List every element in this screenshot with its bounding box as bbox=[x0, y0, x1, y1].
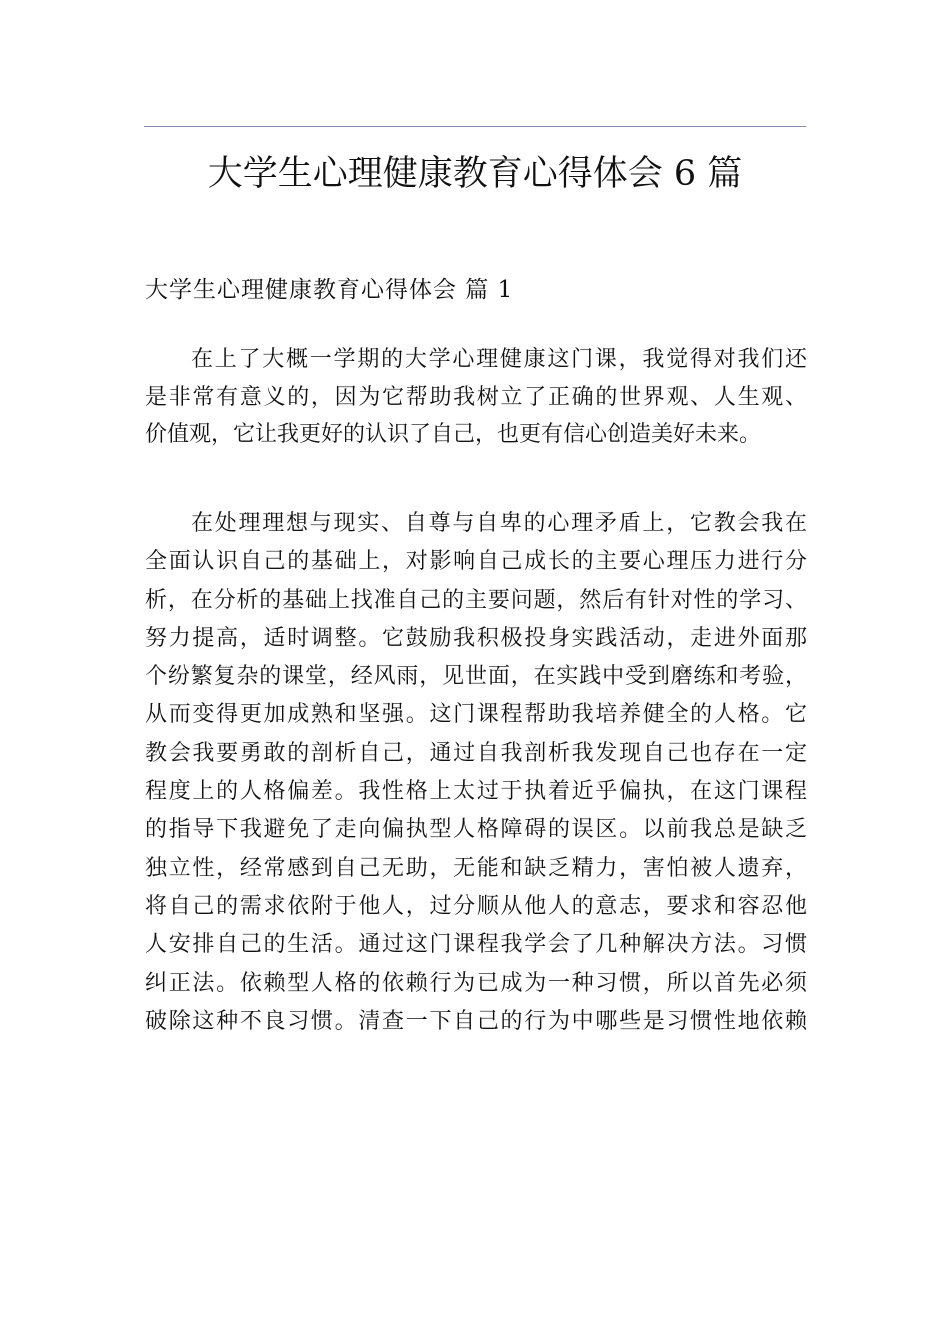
paragraph-line: 在处理理想与现实、自尊与自卑的心理矛盾上，它教会我在 bbox=[191, 511, 807, 536]
section-heading: 大学生心理健康教育心得体会 篇 1 bbox=[145, 277, 514, 303]
paragraph-line: 独立性，经常感到自己无助，无能和缺乏精力，害怕被人遗弃， bbox=[145, 855, 807, 881]
paragraph-line: 将自己的需求依附于他人，过分顺从他人的意志，要求和容忍他 bbox=[145, 893, 807, 919]
paragraph-line: 纠正法。依赖型人格的依赖行为已成为一种习惯，所以首先必须 bbox=[145, 970, 807, 996]
paragraph-line: 人安排自己的生活。通过这门课程我学会了几种解决方法。习惯 bbox=[145, 932, 807, 958]
header-rule bbox=[144, 126, 806, 127]
paragraph-line: 析，在分析的基础上找准自己的主要问题，然后有针对性的学习、 bbox=[145, 587, 807, 613]
paragraph-line: 从而变得更加成熟和坚强。这门课程帮助我培养健全的人格。它 bbox=[145, 702, 807, 728]
document-title: 大学生心理健康教育心得体会 6 篇 bbox=[207, 154, 743, 194]
paragraph-2 bbox=[145, 505, 807, 1041]
paragraph-line: 全面认识自己的基础上，对影响自己成长的主要心理压力进行分 bbox=[145, 549, 807, 575]
paragraph-line: 价值观，它让我更好的认识了自己，也更有信心创造美好未来。 bbox=[145, 422, 762, 448]
paragraph-line: 程度上的人格偏差。我性格上太过于执着近乎偏执，在这门课程 bbox=[145, 779, 807, 805]
paragraph-line: 努力提高，适时调整。它鼓励我积极投身实践活动，走进外面那 bbox=[145, 625, 807, 651]
paragraph-line: 教会我要勇敢的剖析自己，通过自我剖析我发现自己也存在一定 bbox=[145, 740, 807, 766]
paragraph-line: 的指导下我避免了走向偏执型人格障碍的误区。以前我总是缺乏 bbox=[145, 817, 807, 843]
paragraph-line: 破除这种不良习惯。清查一下自己的行为中哪些是习惯性地依赖 bbox=[145, 1008, 807, 1034]
paragraph-line: 在上了大概一学期的大学心理健康这门课，我觉得对我们还 bbox=[191, 347, 807, 372]
paragraph-line: 个纷繁复杂的课堂，经风雨，见世面，在实践中受到磨练和考验， bbox=[145, 664, 807, 690]
paragraph-1 bbox=[145, 341, 807, 454]
paragraph-line: 是非常有意义的，因为它帮助我树立了正确的世界观、人生观、 bbox=[145, 384, 807, 410]
